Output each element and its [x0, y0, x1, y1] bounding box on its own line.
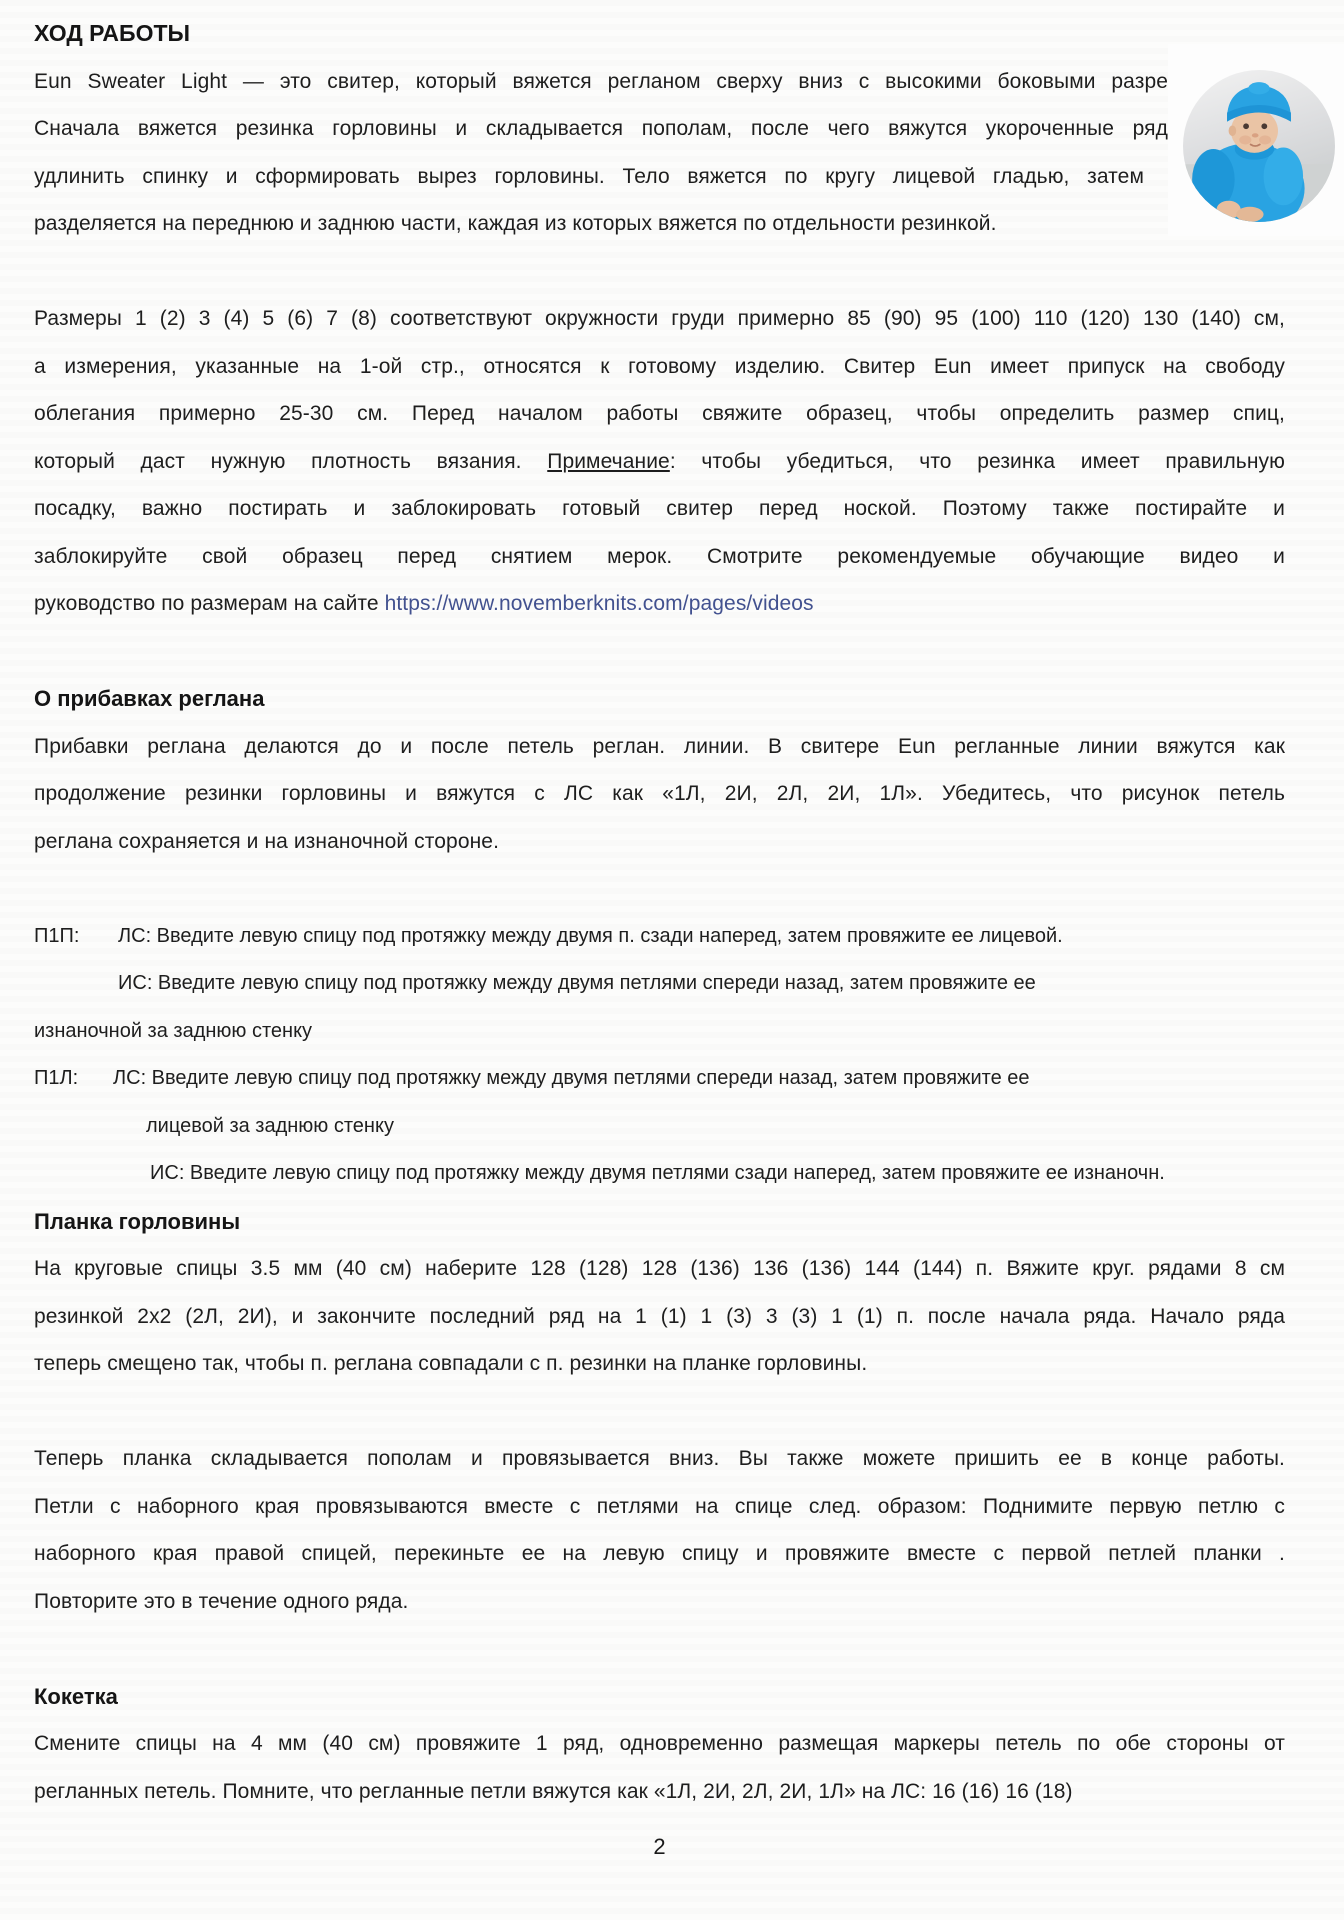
note-line-post: : чтобы убедиться, что резинка имеет правильную — [669, 449, 1285, 473]
def-text: ЛС: Введите левую спицу под протяжку между двумя п. сзади наперед, затем провяжите ее лицевой. — [118, 924, 1063, 947]
yoke-heading: Кокетка — [34, 1683, 118, 1709]
sizes-line: облегания примерно 25-30 см. Перед началом работы свяжите образец, чтобы определить размер спиц, — [34, 402, 1285, 425]
sizes-line: Размеры 1 (2) 3 (4) 5 (6) 7 (8) соответствуют окружности груди примерно 85 (90) 95 (100) 110 (120) 130 (140) см, — [34, 307, 1285, 330]
def-row-p1p-is: ИС: Введите левую спицу под протяжку между двумя петлями спереди назад, затем провяжите ее — [118, 972, 1036, 994]
def-row-p1l-is: ИС: Введите левую спицу под протяжку между двумя петлями сзади наперед, затем провяжите ее изнаночн. — [150, 1162, 1165, 1184]
stitch-definitions — [34, 913, 1285, 1198]
neckband-line: На круговые спицы 3.5 мм (40 см) наберите 128 (128) 128 (136) 136 (136) 144 (144) п. Вяжите круг. рядами 8 см — [34, 1257, 1285, 1280]
def-row-p1l-ls — [34, 1055, 1285, 1103]
def-row-p1p-ls — [34, 913, 1285, 961]
def-label-p1l: П1Л: — [34, 1067, 79, 1089]
def-text: ЛС: Введите левую спицу под протяжку между двумя петлями спереди назад, затем провяжите ее — [113, 1067, 1030, 1089]
neckband-paragraph-1 — [34, 1245, 1285, 1388]
def-row-p1p-is-cont: изнаночной за заднюю стенку — [34, 1019, 313, 1042]
intro-line: разделяется на переднюю и заднюю части, каждая из которых вяжется по отдельности резинкой. — [34, 212, 997, 235]
yoke-line: регланных петель. Помните, что регланные петли вяжутся как «1Л, 2И, 2Л, 2И, 1Л» на ЛС: 16 (16) 16 (18) — [34, 1779, 1073, 1803]
sizes-note-line — [34, 438, 1285, 486]
link-line-pre: руководство по размерам на сайте — [34, 592, 385, 615]
raglan-line: продолжение резинки горловины и вяжутся с ЛС как «1Л, 2И, 2Л, 2И, 1Л». Убедитесь, что рисунок петель — [34, 782, 1285, 805]
videos-link[interactable]: https://www.novemberknits.com/pages/videos — [384, 592, 814, 615]
yoke-line: Смените спицы на 4 мм (40 см) провяжите 1 ряд, одновременно размещая маркеры петель по обе стороны от — [34, 1732, 1285, 1755]
note-underlined: Примечание — [547, 449, 670, 473]
neckband-line: Теперь планка складывается пополам и провязывается вниз. Вы также можете пришить ее в конце работы. — [34, 1447, 1285, 1470]
neckband-line: наборного края правой спицей, перекиньте ее на левую спицу и провяжите вместе с первой петлей планки . — [34, 1542, 1285, 1565]
raglan-line: Прибавки реглана делаются до и после петель реглан. линии. В свитере Eun регланные линии вяжутся как — [34, 734, 1285, 758]
def-label-p1p: П1П: — [34, 924, 80, 947]
yoke-paragraph — [34, 1720, 1285, 1815]
intro-paragraph — [34, 58, 1285, 248]
sizes-paragraph — [34, 295, 1285, 628]
sizes-line: а измерения, указанные на 1-ой стр., относятся к готовому изделию. Свитер Eun имеет припуск на свободу — [34, 354, 1285, 378]
note-line-pre: который даст нужную плотность вязания. — [34, 449, 548, 473]
neckband-line: теперь смещено так, чтобы п. реглана совпадали с п. резинки на планке горловины. — [34, 1352, 868, 1375]
neckband-line: Повторите это в течение одного ряда. — [34, 1589, 409, 1613]
intro-line: удлинить спинку и сформировать вырез горловины. Тело вяжется по кругу лицевой гладью, затем — [34, 164, 1144, 188]
page-number: 2 — [653, 1834, 666, 1859]
intro-line: Eun Sweater Light — это свитер, который вяжется регланом сверху вниз с высокими боковыми разре — [34, 69, 1168, 93]
raglan-line: реглана сохраняется и на изнаночной стороне. — [34, 829, 500, 853]
def-row-p1l-ls-cont: лицевой за заднюю стенку — [146, 1114, 394, 1137]
page-title: ХОД РАБОТЫ — [34, 20, 191, 46]
sizes-line: заблокируйте свой образец перед снятием мерок. Смотрите рекомендуемые обучающие видео и — [34, 544, 1285, 568]
sizes-link-line — [34, 580, 1285, 628]
intro-line: Сначала вяжется резинка горловины и складывается пополам, после чего вяжутся укороченные ряд — [34, 117, 1168, 140]
photo-container — [1168, 44, 1344, 236]
raglan-heading: О прибавках реглана — [34, 686, 265, 711]
raglan-paragraph — [34, 723, 1285, 866]
neckband-line: Петли с наборного края провязываются вместе с петлями на спице след. образом: Поднимите первую петлю с — [34, 1494, 1285, 1518]
sizes-line: посадку, важно постирать и заблокировать готовый свитер перед ноской. Поэтому также постирайте и — [34, 497, 1285, 520]
neckband-line: резинкой 2х2 (2Л, 2И), и закончите последний ряд на 1 (1) 1 (3) 3 (3) 1 (1) п. после начала ряда. Начало ряда — [34, 1304, 1285, 1328]
neckband-paragraph-2 — [34, 1435, 1285, 1625]
baby-photo — [1183, 70, 1335, 222]
neckband-heading: Планка горловины — [34, 1208, 241, 1234]
